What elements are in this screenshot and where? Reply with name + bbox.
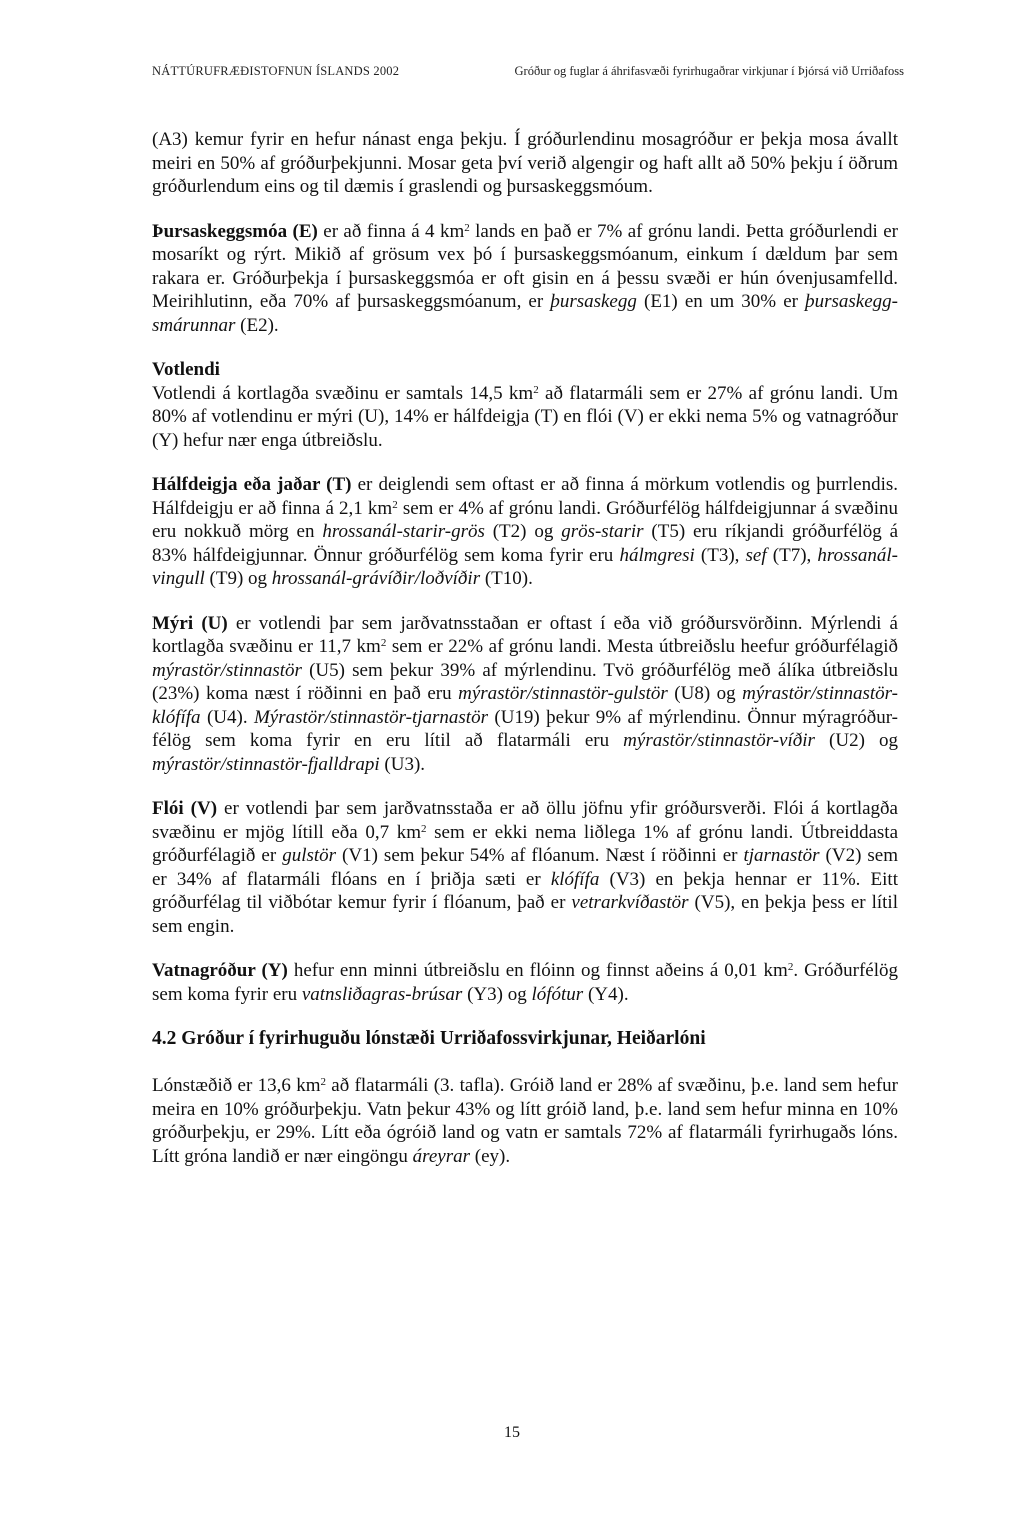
page-body: [152, 128, 898, 1189]
paragraph-mosagrodur: (A3) kemur fyrir en hefur nánast enga þekju. Í gróðurlendinu mosagróður er þekja mosa ávallt meiri en 50% af gróðurþekjunni. Mosar geta því verið algengir og haft allt að 50% þekju í öðrum gróðurlendum eins og til dæmis í graslendi og þursaskeggsmóum.: [152, 129, 898, 197]
term-thursaskeggsmoa: Þursaskeggsmóa (E): [152, 220, 318, 242]
paragraph-lonstaedi: Lónstæðið er 13,6 $km^2$ að flatarmáli (3. tafla). Gróið land er 28% af svæðinu, þ.e. land sem hefur meira en 10% gróðurþekju. Vatn þekur 43% og lítt gróið land, þ.e. land sem hefur minna en 10% gróðurþekju, er 29%. Lítt eða ógróið land og vatn er samtals 72% af flatarmáli fyrirhugaðs lóns. Lítt gróna landið er nær eingöngu áreyrar (ey).: [152, 1075, 898, 1167]
running-header: [152, 64, 904, 79]
paragraph-vatnagrodur: Vatnagróður (Y) hefur enn minni útbreiðslu en flóinn og finnst aðeins á 0,01 $km^2$. Gróðurfélög sem koma fyrir eru vatnsliðagras-brúsar (Y3) og lófótur (Y4).: [152, 960, 898, 1005]
term-halfdeigja: Hálfdeigja eða jaðar (T): [152, 474, 352, 495]
paragraph-thursaskeggsmoa: Þursaskeggsmóa (E) er að finna á 4 $km^2$ lands en það er 7% af grónu landi. Þetta gróðurlendi er mosaríkt og rýrt. Mikið af grösum vex þó í þursaskeggsmóanum, einkum í dældum þar sem rakara er. Gróðurþekja í þursaskeggsmóa er oft gisin en á þessu svæði er hún óvenjusamfelld. Meirihlutinn, eða 70% af þursaskeggsmóanum, er þursaskegg (E1) en um 30% er þursaskegg-smárunnar (E2).: [152, 220, 898, 336]
paragraph-halfdeigja: Hálfdeigja eða jaðar (T) er deiglendi sem oftast er að finna á mörkum votlendis og þurrlendis. Hálfdeigju er að finna á 2,1 $km^2$ sem er 4% af grónu landi. Gróðurfélög hálfdeigjunnar á svæðinu eru nokkuð mörg en hrossanál-starir-grös (T2) og grös-starir (T5) eru ríkjandi gróðurfélög á 83% hálfdeigjunnar. Önnur gróðurfélög sem koma fyrir eru hálmgresi (T3), sef (T7), hrossanál-vingull (T9) og hrossanál-grávíðir/loðvíðir (T10).: [152, 474, 899, 589]
paragraph-myri: Mýri (U) er votlendi þar sem jarðvatnsstaðan er oftast í eða við gróðursvörðinn. Mýrlendi á kortlagða svæðinu er 11,7 $km^2$ sem er 22% af grónu landi. Mesta útbreiðslu heefur gróðurfélagið mýrastör/stinnastör (U5) sem þekur 39% af mýrlendinu. Tvö gróðurfélög með álíka útbreiðslu (23%) koma næst í röðinni en það eru mýrastör/stinnastör-gulstör (U8) og mýrastör/stinnastör-klófífa (U4). Mýrastör/stinnastör-tjarnastör (U19) þekur 9% af mýrlendinu. Önnur mýragróður-félög sem koma fyrir en eru lítil að flatarmáli eru mýrastör/stinnastör-víðir (U2) og mýrastör/stinnastör-fjalldrapi (U3).: [152, 612, 898, 775]
paragraph-floi: Flói (V) er votlendi þar sem jarðvatnsstaða er að öllu jöfnu yfir gróðursverði. Flói á kortlagða svæðinu er mjög lítill eða 0,7 $km^2$ sem er ekki nema liðlega 1% af grónu landi. Útbreiddasta gróðurfélagið er gulstör (V1) sem þekur 54% af flóanum. Næst í röðinni er tjarnastör (V2) sem er 34% af flatarmáli flóans en í þriðja sæti er klófífa (V3) en þekja hennar er 11%. Eitt gróðurfélag til viðbótar kemur fyrir í flóanum, það er vetrarkvíðastör (V5), en þekja þess er lítil sem engin.: [152, 798, 899, 937]
heading-votlendi: Votlendi: [152, 359, 220, 380]
term-floi: Flói (V): [152, 798, 218, 819]
header-publisher: NÁTTÚRUFRÆÐISTOFNUN ÍSLANDS 2002: [152, 64, 400, 78]
term-vatnagrodur: Vatnagróður (Y): [152, 960, 288, 981]
header-report-title: Gróður og fuglar á áhrifasvæði fyrirhugaðrar virkjunar í Þjórsá við Urriðafoss: [514, 64, 904, 78]
paragraph-votlendi: Votlendi á kortlagða svæðinu er samtals 14,5 $km^2$ að flatarmáli sem er 27% af grónu landi. Um 80% af votlendinu er mýri (U), 14% er hálfdeigja (T) en flói (V) er ekki nema 5% og vatnagróður (Y) hefur nær enga útbreiðslu.: [152, 382, 898, 451]
term-myri: Mýri (U): [152, 612, 228, 634]
page-number: 15: [504, 1424, 520, 1441]
section-heading-4-2: 4.2 Gróður í fyrirhuguðu lónstæði Urriðafossvirkjunar, Heiðarlóni: [152, 1028, 706, 1049]
